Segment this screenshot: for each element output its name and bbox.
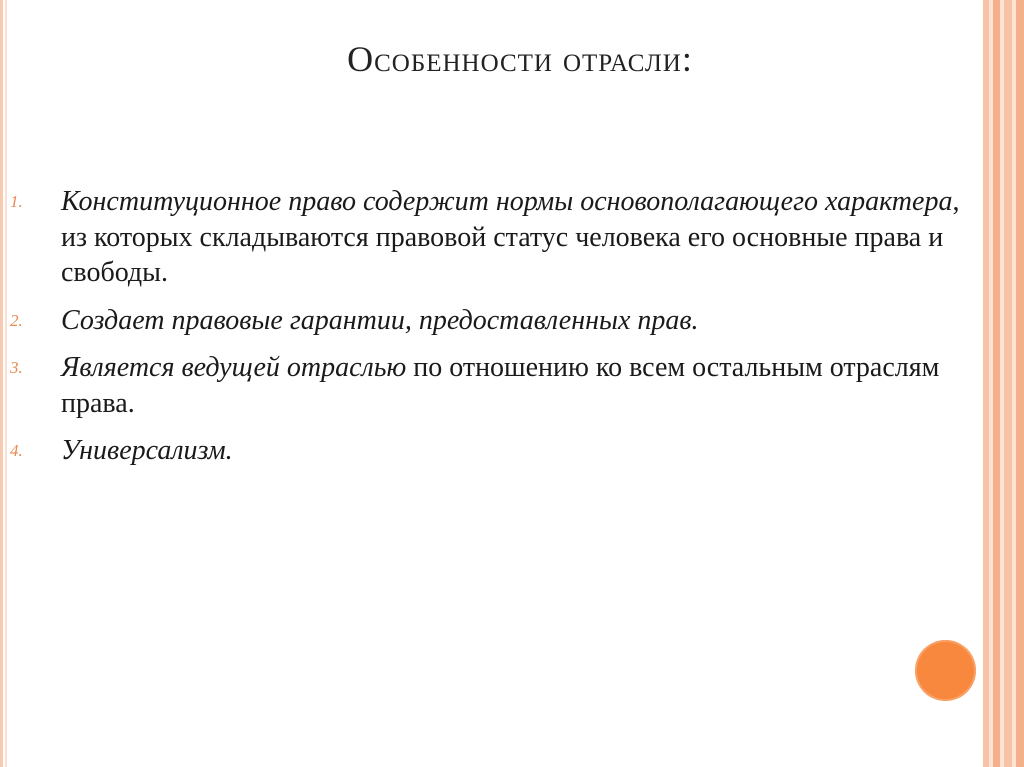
left-border-stripe [0, 0, 3, 767]
decorative-circle [915, 640, 976, 701]
slide-title: Особенности отрасли: [347, 39, 693, 79]
list-item-number: 1. [10, 192, 23, 211]
list-item-italic-text: Создает правовые гарантии, предоставленных прав. [61, 304, 699, 336]
right-border-stripe [1004, 0, 1012, 767]
right-border-stripe [1016, 0, 1024, 767]
list-item-italic-text: Конституционное право содержит нормы основополагающего характера [61, 186, 953, 217]
list-item-number: 4. [10, 441, 23, 460]
left-border-stripe-inner [5, 0, 7, 767]
list-item [10, 350, 970, 421]
feature-list [10, 184, 970, 481]
list-item-text: по отношению ко всем остальным отраслям права. [61, 352, 940, 419]
list-item-text: , из которых складываются правовой статус человека его основные права и свободы. [61, 186, 960, 288]
list-item-italic-text: Является ведущей отраслью [61, 352, 407, 383]
list-item-number: 2. [10, 310, 23, 330]
right-border-stripe [993, 0, 1000, 767]
list-item-number: 3. [10, 358, 23, 377]
list-item [10, 433, 970, 469]
list-item-italic-text: Универсализм. [61, 435, 233, 466]
list-item [10, 303, 970, 339]
list-item [10, 184, 970, 291]
